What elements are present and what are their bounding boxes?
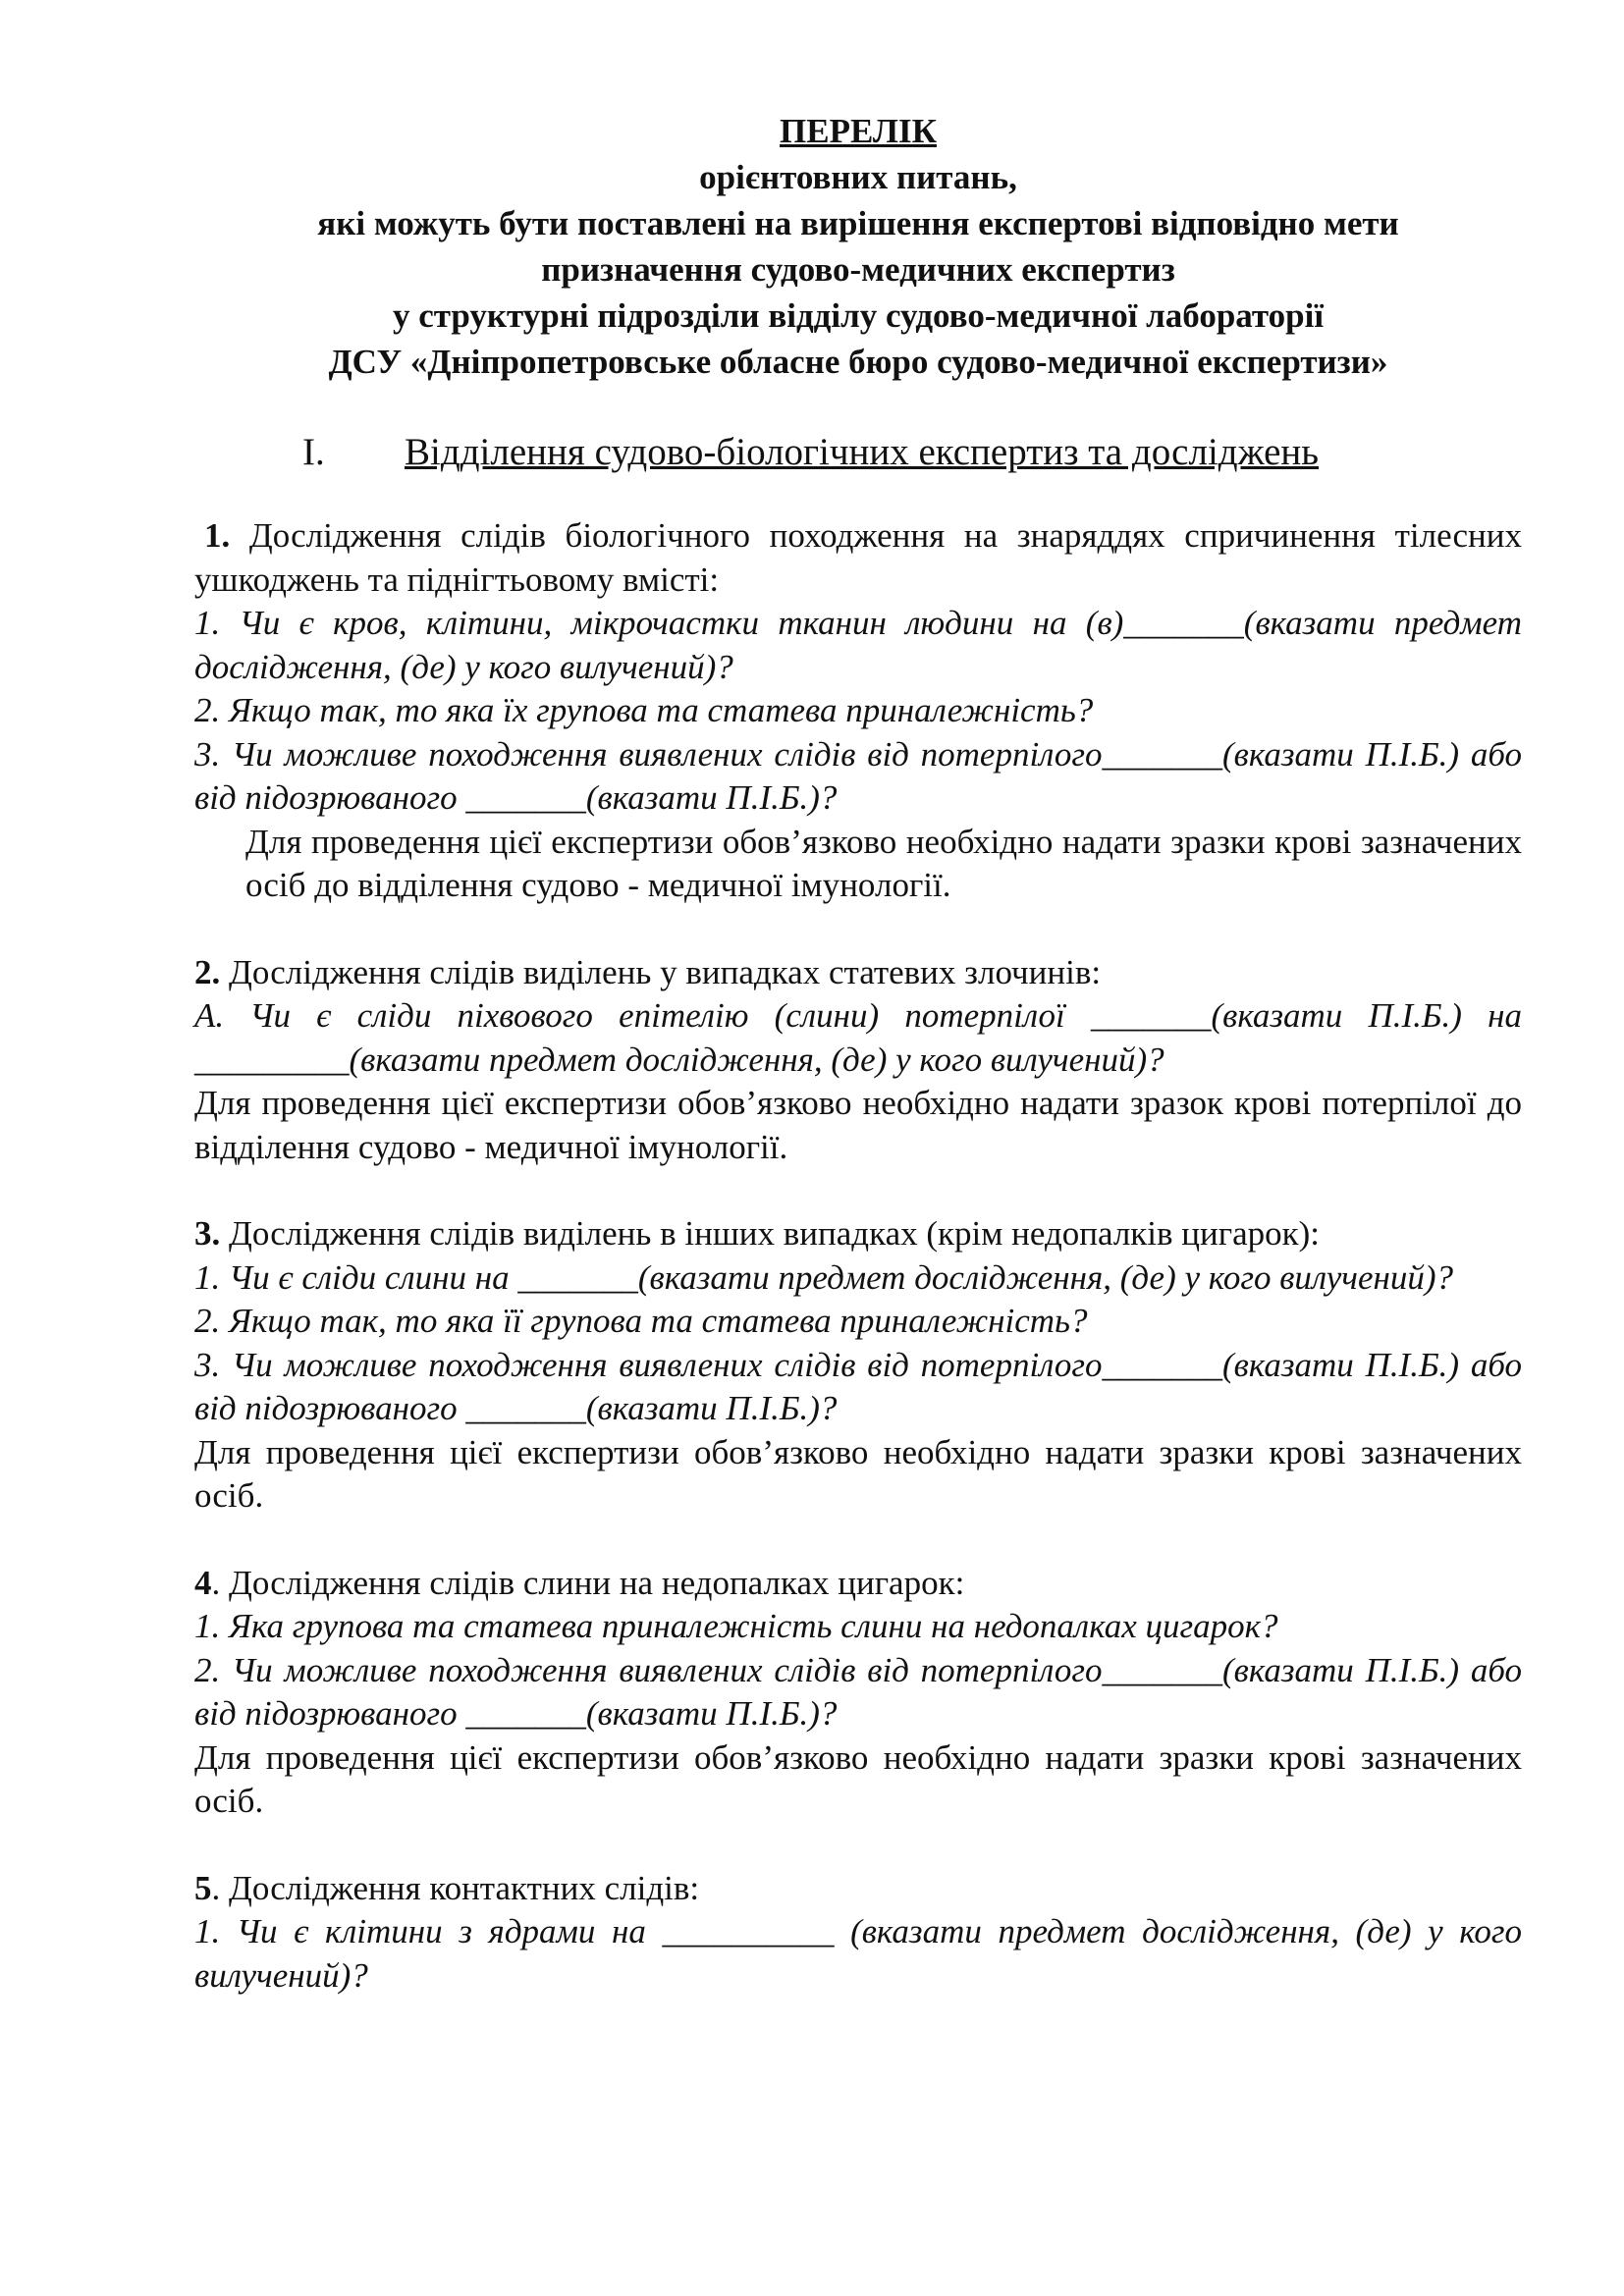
header-line-2: орієнтовних питань, (699, 158, 1017, 196)
item-1-note: Для проведення цієї експертизи обов’язково необхідно надати зразки крові зазначених осіб до відділення судово - медичної імунології. (245, 822, 1522, 904)
item-1-heading (194, 514, 1522, 602)
item-4-question-1: 1. Яка групова та статева приналежність слини на недопалках цигарок? (194, 1607, 1278, 1645)
item-1-text: Дослідження слідів біологічного походження на знаряддях спричинення тілесних ушкоджень та піднігтьовому вмісті: (194, 516, 1522, 599)
item-5-heading (194, 1867, 1522, 1911)
item-3-heading (194, 1212, 1522, 1256)
item-3-question-1: 1. Чи є сліди слини на _______(вказати предмет дослідження, (де) у кого вилучений)? (194, 1257, 1453, 1297)
document-page (194, 108, 1522, 1998)
document-title: ПЕРЕЛІК (780, 112, 937, 150)
item-4 (194, 1562, 1522, 1824)
item-3-question-2: 2. Якщо так, то яка її групова та статева приналежність? (194, 1302, 1088, 1340)
item-2-note: Для проведення цієї експертизи обов’язково необхідно надати зразок крові потерпілої до відділення судово - медичної імунології. (194, 1084, 1522, 1166)
item-2-number: 2. (194, 952, 221, 991)
item-1-question-2: 2. Якщо так, то яка їх групова та статева приналежність? (194, 691, 1094, 729)
item-5-question-1: 1. Чи є клітини з ядрами на __________ (вказати предмет дослідження, (де) у кого вилучений)? (194, 1912, 1522, 1995)
document-header (194, 108, 1522, 385)
item-4-text: . Дослідження слідів слини на недопалках цигарок: (211, 1563, 965, 1602)
header-line-5: у структурні підрозділи відділу судово-медичної лабораторії (392, 296, 1325, 335)
item-2-text: Дослідження слідів виділень у випадках статевих злочинів: (220, 952, 1102, 991)
section-title: Відділення судово-біологічних експертиз та досліджень (405, 431, 1320, 473)
item-1-question-1: 1. Чи є кров, клітини, мікрочастки тканин людини на (в)_______(вказати предмет дослідження, (де) у кого вилучений)? (194, 604, 1522, 686)
item-2-question-1: А. Чи є сліди піхвового епітелію (слини) потерпілої _______(вказати П.І.Б.) на _________(вказати предмет дослідження, (де) у кого вилучений)? (194, 996, 1522, 1079)
item-3-text: Дослідження слідів виділень в інших випадках (крім недопалків цигарок): (220, 1214, 1321, 1253)
item-3-number: 3. (194, 1214, 221, 1253)
header-line-3: які можуть бути поставлені на вирішення експертові відповідно мети (317, 204, 1399, 242)
item-4-heading (194, 1562, 1522, 1606)
item-3 (194, 1212, 1522, 1519)
item-1-number: 1. (204, 516, 231, 555)
item-2-heading (194, 951, 1522, 995)
item-4-note: Для проведення цієї експертизи обов’язково необхідно надати зразки крові зазначених осіб. (194, 1737, 1522, 1820)
item-4-number: 4 (194, 1563, 212, 1602)
item-1-question-3: 3. Чи можливе походження виявлених слідів від потерпілого_______(вказати П.І.Б.) або від підозрюваного _______(вказати П.І.Б.)? (194, 734, 1522, 817)
item-3-note: Для проведення цієї експертизи обов’язково необхідно надати зразки крові зазначених осіб. (194, 1432, 1522, 1515)
item-2 (194, 951, 1522, 1170)
item-3-question-3: 3. Чи можливе походження виявлених слідів від потерпілого_______(вказати П.І.Б.) або від підозрюваного _______(вказати П.І.Б.)? (194, 1345, 1522, 1427)
section-number: I. (302, 431, 325, 473)
header-line-4: призначення судово-медичних експертиз (541, 250, 1175, 289)
item-5-number: 5 (194, 1868, 212, 1907)
item-4-question-2: 2. Чи можливе походження виявлених слідів від потерпілого_______(вказати П.І.Б.) або від підозрюваного _______(вказати П.І.Б.)? (194, 1650, 1522, 1733)
section-heading (194, 428, 1522, 477)
header-line-6: ДСУ «Дніпропетровське обласне бюро судово-медичної експертизи» (328, 343, 1388, 381)
item-5-text: . Дослідження контактних слідів: (211, 1868, 700, 1907)
item-1 (194, 514, 1522, 908)
item-5 (194, 1867, 1522, 1999)
